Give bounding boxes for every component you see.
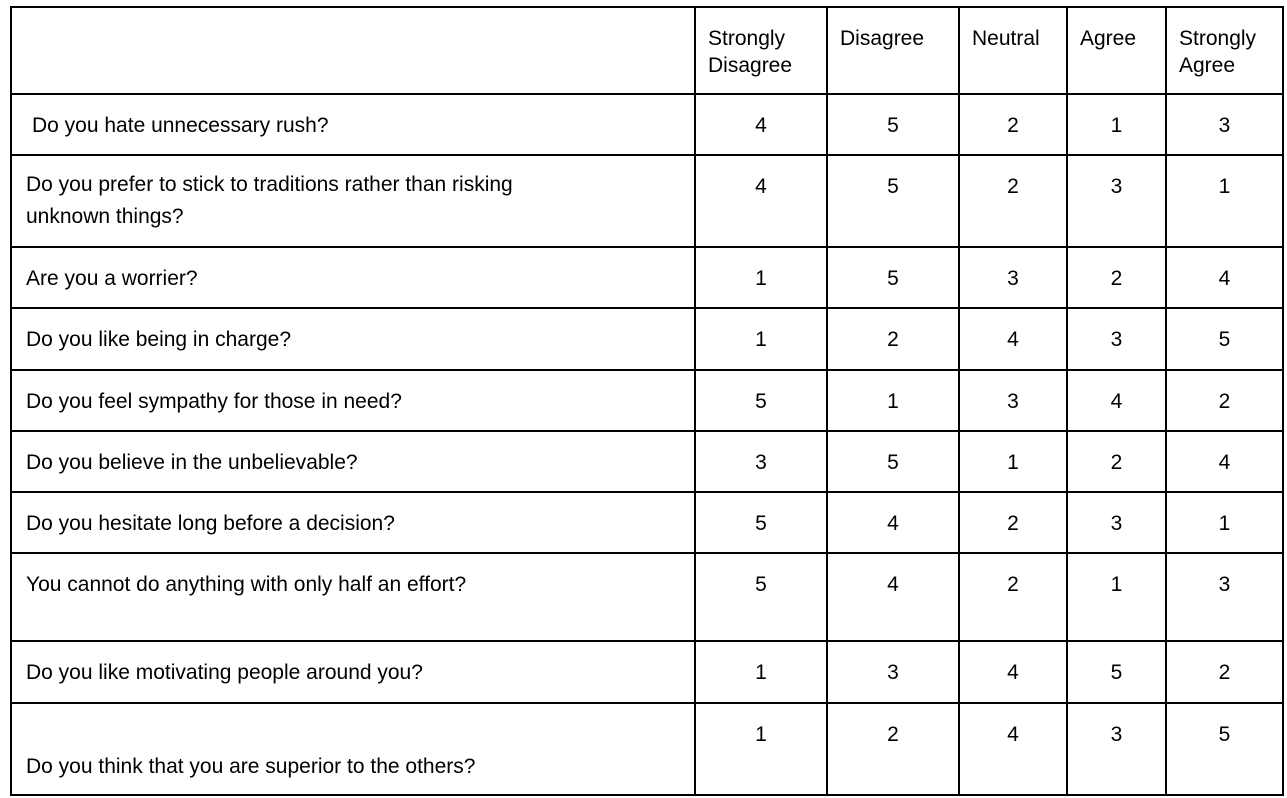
table-row [11,641,1283,703]
header-strongly-agree [1166,7,1283,94]
header-line: Agree [1179,54,1236,77]
value-cell: 2 [959,553,1067,641]
survey-table [10,6,1284,796]
question-cell: Do you think that you are superior to the others? [11,703,695,795]
table-row [11,553,1283,641]
value-cell: 4 [1166,431,1283,492]
value-cell: 2 [959,94,1067,155]
header-empty-cell [11,7,695,94]
question-text: Do you prefer to stick to traditions rather than risking unknown things? [26,173,513,228]
value-cell: 1 [695,703,827,795]
question-cell: Do you feel sympathy for those in need? [11,370,695,431]
value-cell: 3 [1166,94,1283,155]
header-line: Neutral [972,27,1040,50]
value-cell: 4 [959,641,1067,703]
value-cell: 4 [827,492,959,553]
question-cell: Do you like being in charge? [11,308,695,370]
value-cell: 3 [1166,553,1283,641]
value-cell: 1 [1166,155,1283,247]
value-cell: 1 [1067,94,1166,155]
value-cell: 1 [695,641,827,703]
question-cell: Are you a worrier? [11,247,695,308]
header-line: Strongly [1179,27,1257,50]
table-row [11,308,1283,370]
value-cell: 1 [695,308,827,370]
value-cell: 5 [1166,703,1283,795]
value-cell: 2 [959,155,1067,247]
value-cell: 5 [1166,308,1283,370]
question-cell: Do you believe in the unbelievable? [11,431,695,492]
header-line: Disagree [840,27,925,50]
header-line: Strongly [708,27,786,50]
table-row [11,431,1283,492]
question-cell: Do you hesitate long before a decision? [11,492,695,553]
table-row [11,247,1283,308]
value-cell: 2 [827,703,959,795]
value-cell: 1 [695,247,827,308]
value-cell: 3 [1067,308,1166,370]
value-cell: 2 [827,308,959,370]
header-strongly-disagree [695,7,827,94]
value-cell: 2 [1166,641,1283,703]
value-cell: 5 [827,247,959,308]
value-cell: 1 [827,370,959,431]
value-cell: 3 [1067,155,1166,247]
value-cell: 3 [959,247,1067,308]
value-cell: 5 [827,155,959,247]
value-cell: 5 [695,492,827,553]
header-row [11,7,1283,94]
table-row [11,492,1283,553]
header-agree [1067,7,1166,94]
question-cell [11,155,695,247]
value-cell: 2 [1067,247,1166,308]
value-cell: 1 [1067,553,1166,641]
value-cell: 3 [1067,492,1166,553]
table-row [11,370,1283,431]
question-cell: Do you hate unnecessary rush? [11,94,695,155]
value-cell: 5 [827,431,959,492]
header-line: Disagree [708,54,793,77]
value-cell: 4 [695,155,827,247]
value-cell: 3 [1067,703,1166,795]
value-cell: 3 [827,641,959,703]
header-neutral [959,7,1067,94]
question-cell: You cannot do anything with only half an effort? [11,553,695,641]
value-cell: 3 [695,431,827,492]
value-cell: 4 [695,94,827,155]
value-cell: 3 [959,370,1067,431]
value-cell: 1 [959,431,1067,492]
value-cell: 4 [827,553,959,641]
question-cell: Do you like motivating people around you? [11,641,695,703]
header-disagree [827,7,959,94]
value-cell: 4 [1067,370,1166,431]
value-cell: 2 [1067,431,1166,492]
value-cell: 4 [959,703,1067,795]
value-cell: 4 [1166,247,1283,308]
value-cell: 1 [1166,492,1283,553]
table-row [11,703,1283,795]
table-row [11,155,1283,247]
value-cell: 5 [695,370,827,431]
header-line: Agree [1080,27,1137,50]
value-cell: 2 [959,492,1067,553]
table-row [11,94,1283,155]
value-cell: 2 [1166,370,1283,431]
value-cell: 5 [695,553,827,641]
value-cell: 5 [827,94,959,155]
value-cell: 4 [959,308,1067,370]
value-cell: 5 [1067,641,1166,703]
